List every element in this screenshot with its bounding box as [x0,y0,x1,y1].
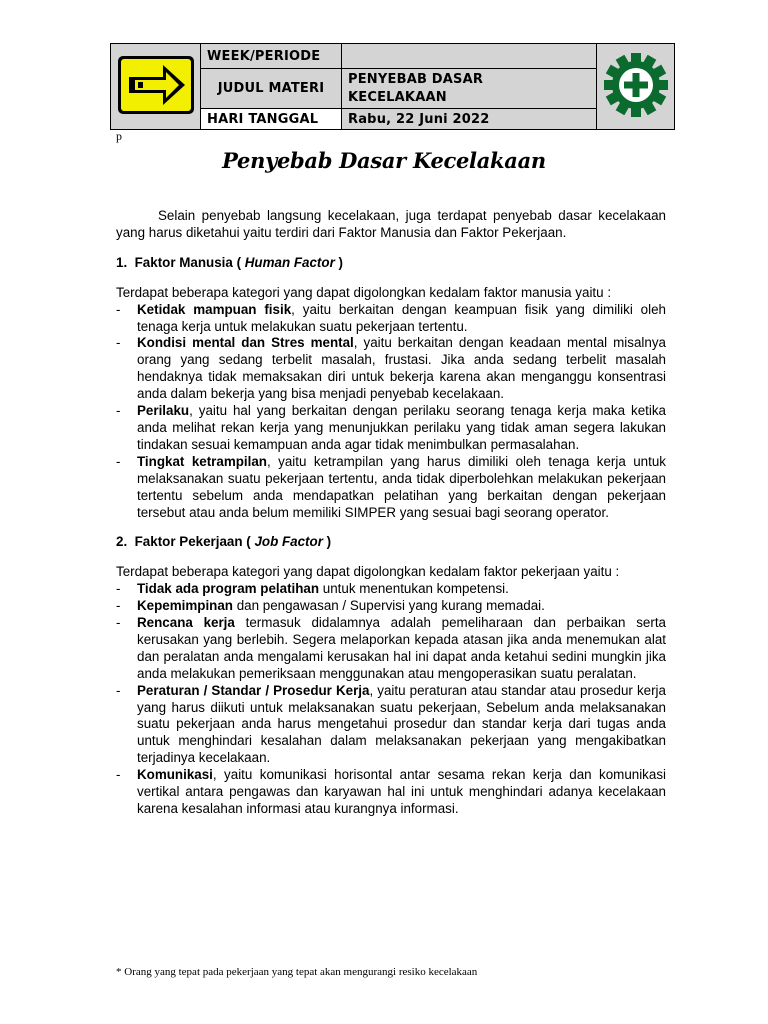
section-2-title-a: Faktor Pekerjaan ( [134,534,255,550]
hari-value: Rabu, 22 Juni 2022 [342,109,597,130]
list-item-text: , yaitu peraturan atau standar atau prosedur kerja yang harus diikuti untuk melaksanakan suatu pekerjaan, Sebelum anda melaksanakan suatu pekerjaan anda harus mengetahui prosedur dan standar kerja dari tugas anda untuk menghindari kesalahan dalam melaksanakan pekerjaan yang mengakibatkan terjadinya kecelakaan. [137,682,666,766]
section-1-title-b: ) [334,254,343,270]
list-item-text: , yaitu hal yang berkaitan dengan perilaku seorang tenaga kerja maka ketika anda melihat rekan kerja yang menunjukkan perilaku yang tidak aman segera lakukan tindakan sesuai kemampuan anda agar tidak menimbulkan permasalahan. [137,403,666,452]
arrow-sign-cell [111,44,201,130]
section-1-heading [116,255,666,272]
list-item [116,454,666,522]
list-item-text: termasuk didalamnya adalah pemeliharaan dan perbaikan serta kerusakan yang berlebih. Segera melaporkan kepada atasan jika anda menemukan alat dan peralatan anda mengalami kerusakan hal ini dapat anda ketahui sedini mungkin jika anda melakukan pemeriksaan menggunakan atau mengoperasikan suatu peralatan. [137,615,667,681]
k3-logo-cell [597,44,675,130]
header-table [110,43,675,130]
judul-value [342,69,597,109]
section-1-number: 1. [116,254,128,270]
list-item-text: , yaitu berkaitan dengan keampuan fisik yang dimiliki oleh tenaga kerja untuk melakukan suatu pekerjaan tertentu. [137,301,666,334]
list-item-term: Ketidak mampuan fisik [137,301,292,317]
list-item-term: Kepemimpinan [137,598,233,614]
week-label: WEEK/PERIODE [201,44,342,69]
list-item [116,767,666,818]
footnote: * Orang yang tepat pada pekerjaan yang tepat akan mengurangi resiko kecelakaan [116,966,478,978]
list-item [116,581,666,598]
list-item [116,615,666,683]
list-item-term: Rencana kerja [137,615,235,631]
list-item-term: Perilaku [137,403,190,419]
section-1-title-em: Human Factor [244,254,335,270]
page-mark: p [116,129,122,143]
list-item-term: Tingkat ketrampilan [137,453,267,469]
list-item-text: untuk menentukan kompetensi. [319,581,509,597]
list-item [116,302,666,336]
judul-value-line1: PENYEBAB DASAR [348,72,484,87]
list-item [116,403,666,454]
list-item-text: dan pengawasan / Supervisi yang kurang memadai. [232,598,545,614]
list-item [116,598,666,615]
list-item-term: Komunikasi [137,767,213,783]
list-item-text: , yaitu komunikasi horisontal antar sesama rekan kerja dan komunikasi vertikal antara pengawas dan karyawan hal ini untuk menghindari adanya kecelakaan karena kesalahan informasi atau kurangnya informasi. [137,767,666,816]
k3-gear-cross-logo [602,51,670,119]
list-item [116,683,666,768]
list-item-term: Kondisi mental dan Stres mental [137,335,354,351]
section-2-title-em: Job Factor [254,534,323,550]
section-2-list [116,581,666,818]
list-item [116,335,666,403]
list-item-text: , yaitu berkaitan dengan keadaan mental misalnya orang yang sedang terbelit masalah, frustasi. Jika anda sedang terbelit masalah hendaknya tidak memaksakan diri untuk bekerja karena akan menganggu konsentrasi anda dalam bekerja yang bisa menjadi penyebab kecelakaan. [137,335,666,402]
week-value [342,44,597,69]
judul-label: JUDUL MATERI [201,69,342,109]
intro-paragraph: Selain penyebab langsung kecelakaan, juga terdapat penyebab dasar kecelakaan yang harus diketahui yaitu terdiri dari Faktor Manusia dan Faktor Pekerjaan. [116,208,666,240]
list-item-term: Tidak ada program pelatihan [137,581,320,597]
list-item-term: Peraturan / Standar / Prosedur Kerja [137,682,370,698]
judul-value-line2: KECELAKAAN [348,90,447,105]
page-title: Penyebab Dasar Kecelakaan [222,148,546,173]
document-body [116,208,666,818]
hari-label: HARI TANGGAL [201,109,342,130]
list-item-text: , yaitu ketrampilan yang harus dimiliki oleh tenaga kerja untuk melaksanakan suatu pekerjaan tertentu, anda tidak diperbolehkan melakukan pekerjaan tertentu sebelum anda mendapatkan pelatihan yang berkaitan dengan pekerjaan tersebut atau anda belum memiliki SIMPER yang sesuai bagi seorang operator. [137,453,666,520]
section-1-lead: Terdapat beberapa kategori yang dapat digolongkan kedalam faktor manusia yaitu : [116,284,612,300]
section-2-title-b: ) [322,534,332,550]
section-2-heading [116,534,666,551]
arrow-right-icon [117,55,195,115]
section-1-title-a: Faktor Manusia ( [134,254,245,270]
section-1-list [116,302,666,522]
section-2-lead: Terdapat beberapa kategori yang dapat digolongkan kedalam faktor pekerjaan yaitu : [116,564,620,580]
section-2-number: 2. [116,534,128,550]
